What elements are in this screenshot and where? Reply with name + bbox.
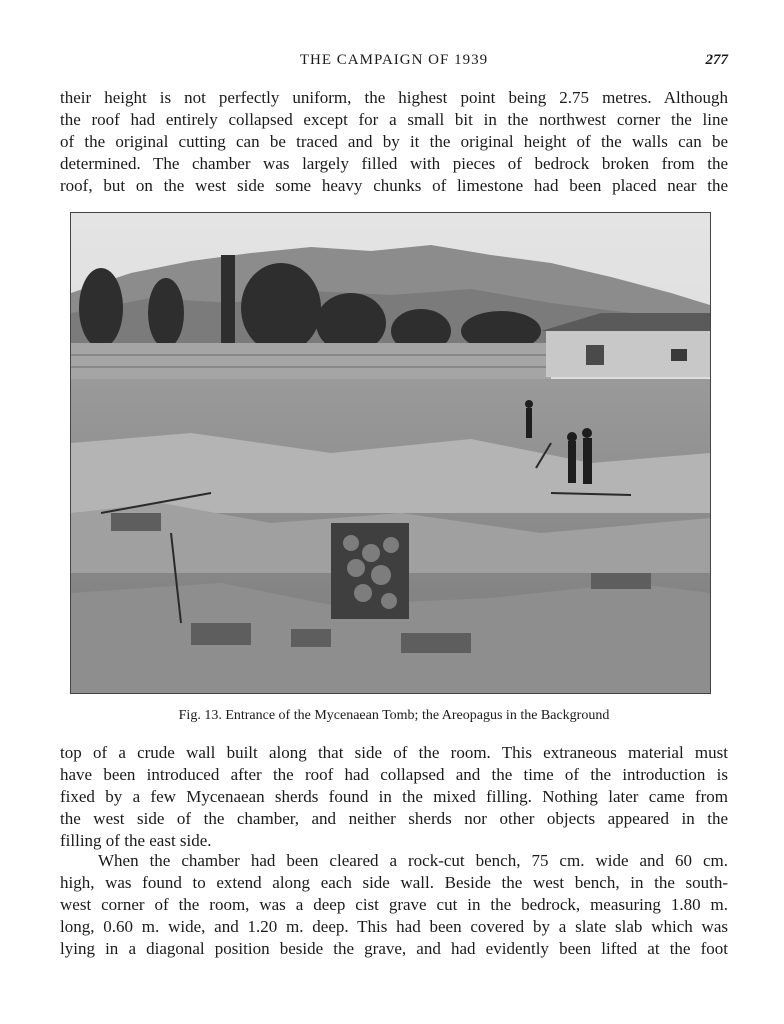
paragraph-1 xyxy=(60,87,728,197)
text-line: lying in a diagonal position beside the grave, and had evidently been lifted at the foot xyxy=(60,939,728,958)
text-line: filling of the east side. xyxy=(60,831,212,850)
paragraph-3 xyxy=(60,850,728,960)
text-line: top of a crude wall built along that side of the room. This extraneous material must xyxy=(60,743,728,762)
text-line: their height is not perfectly uniform, the highest point being 2.75 metres. Although xyxy=(60,88,728,107)
page-header xyxy=(60,52,728,72)
figure-photograph xyxy=(70,212,711,694)
paragraph-2 xyxy=(60,742,728,852)
stone-wall xyxy=(71,343,551,379)
text-line: fixed by a few Mycenaean sherds found in the mixed filling. Nothing later came from xyxy=(60,787,728,806)
text-line: high, was found to extend along each side wall. Beside the west bench, in the south- xyxy=(60,873,728,892)
excavation-photo xyxy=(71,213,710,693)
house-window xyxy=(586,345,604,365)
tomb-dromos xyxy=(331,523,409,619)
text-line: long, 0.60 m. wide, and 1.20 m. deep. This had been covered by a slate slab which was xyxy=(60,917,728,936)
text-line: roof, but on the west side some heavy chunks of limestone had been placed near the xyxy=(60,176,728,195)
text-line: When the chamber had been cleared a rock-cut bench, 75 cm. wide and 60 cm. xyxy=(98,851,728,870)
text-line: of the original cutting can be traced and by it the original height of the walls can be xyxy=(60,132,728,151)
text-line: the roof had entirely collapsed except for a small bit in the northwest corner the line xyxy=(60,110,728,129)
running-title: THE CAMPAIGN OF 1939 xyxy=(299,52,489,68)
text-line: have been introduced after the roof had collapsed and the time of the introduction is xyxy=(60,765,728,784)
text-line: the west side of the chamber, and neither sherds nor other objects appeared in the xyxy=(60,809,728,828)
page-number: 277 xyxy=(705,52,728,68)
figure-caption: Fig. 13. Entrance of the Mycenaean Tomb; the Areopagus in the Background xyxy=(178,708,610,723)
text-line: west corner of the room, was a deep cist grave cut in the bedrock, measuring 1.80 m. xyxy=(60,895,728,914)
text-line: determined. The chamber was largely filled with pieces of bedrock broken from the xyxy=(60,154,728,173)
